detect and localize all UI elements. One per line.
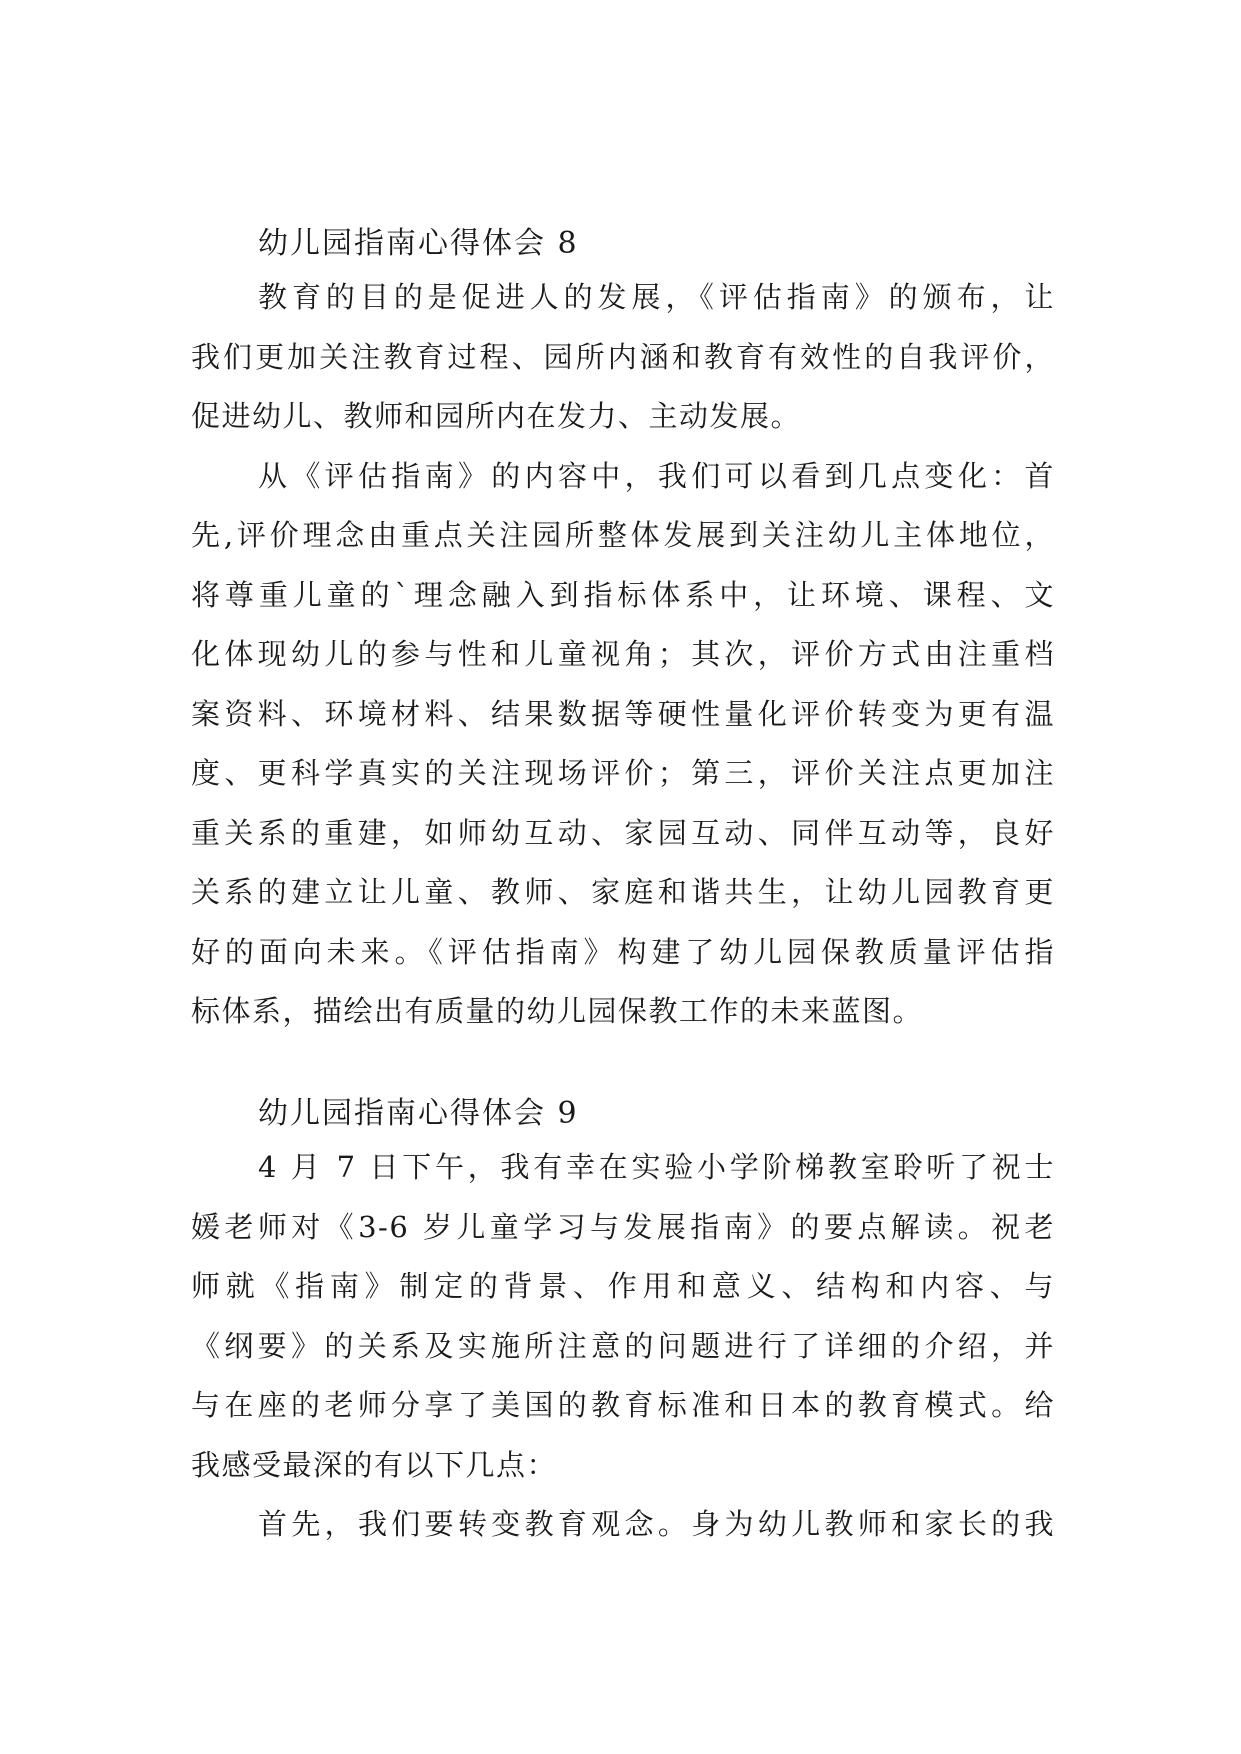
paragraph [191, 1495, 1055, 1555]
text-line: 关系的建立让儿童、教师、家庭和谐共生，让幼儿园教育更 [191, 875, 1055, 909]
text-line: 师就《指南》制定的背景、作用和意义、结构和内容、与 [191, 1269, 1055, 1303]
text-line: 与在座的老师分享了美国的教育标准和日本的教育模式。给 [191, 1388, 1055, 1422]
paragraph [191, 447, 1055, 1042]
text-line: 化体现幼儿的参与性和儿童视角；其次，评价方式由注重档 [191, 637, 1055, 671]
text-line: 先,评价理念由重点关注园所整体发展到关注幼儿主体地位， [191, 518, 1055, 552]
paragraph [191, 1138, 1055, 1495]
section-heading: 幼儿园指南心得体会 9 [258, 1096, 579, 1131]
text-line: 将尊重儿童的`理念融入到指标体系中，让环境、课程、文 [191, 577, 1055, 612]
text-line: 重关系的重建，如师幼互动、家园互动、同伴互动等，良好 [191, 815, 1055, 850]
text-line: 教育的目的是促进人的发展，《评估指南》的颁布，让 [258, 280, 1055, 314]
section-heading: 幼儿园指南心得体会 8 [258, 226, 579, 261]
text-line: 度、更科学真实的关注现场评价；第三，评价关注点更加注 [191, 756, 1055, 790]
text-line: 我感受最深的有以下几点： [191, 1447, 558, 1482]
text-line: 好的面向未来。《评估指南》构建了幼儿园保教质量评估指 [191, 934, 1055, 969]
text-line: 4 月 7 日下午，我有幸在实验小学阶梯教室聆听了祝士 [258, 1150, 1055, 1184]
text-line: 标体系，描绘出有质量的幼儿园保教工作的未来蓝图。 [191, 994, 924, 1028]
text-line: 《纲要》的关系及实施所注意的问题进行了详细的介绍，并 [191, 1328, 1055, 1363]
text-line: 案资料、环境材料、结果数据等硬性量化评价转变为更有温 [191, 696, 1055, 731]
text-line: 媛老师对《3-6 岁儿童学习与发展指南》的要点解读。祝老 [191, 1209, 1055, 1244]
paragraph [191, 268, 1055, 447]
section-8 [191, 220, 1055, 1042]
text-line: 首先，我们要转变教育观念。身为幼儿教师和家长的我 [258, 1507, 1055, 1541]
text-line: 促进幼儿、教师和园所内在发力、主动发展。 [191, 399, 802, 433]
section-9 [191, 1090, 1055, 1555]
text-line: 我们更加关注教育过程、园所内涵和教育有效性的自我评价， [191, 339, 1055, 374]
text-line: 从《评估指南》的内容中，我们可以看到几点变化：首 [258, 458, 1055, 493]
